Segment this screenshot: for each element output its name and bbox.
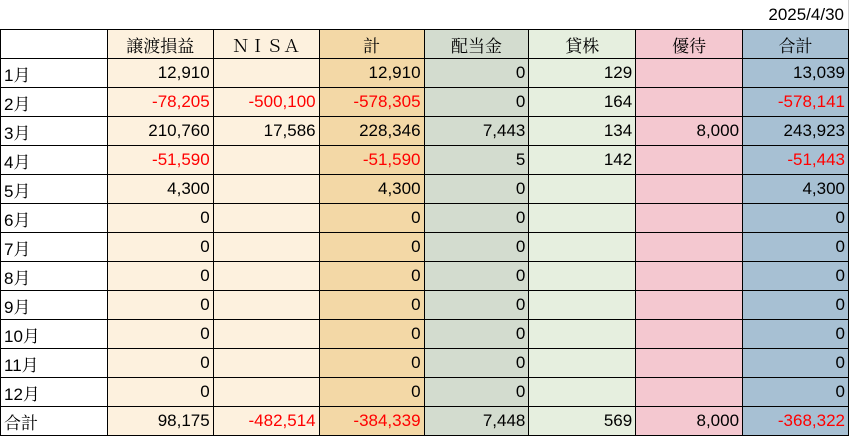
nisa-cell[interactable]	[213, 291, 319, 320]
kei-cell[interactable]: 228,346	[319, 117, 424, 146]
report-date[interactable]: 2025/4/30	[0, 0, 849, 29]
yutai-cell[interactable]	[636, 291, 743, 320]
gokei-cell[interactable]: 13,039	[743, 59, 849, 88]
haitoukin-cell[interactable]: 0	[424, 378, 529, 407]
haitoukin-cell[interactable]: 0	[424, 291, 529, 320]
row-label-cell[interactable]: 12月	[1, 378, 108, 407]
total-row	[1, 407, 849, 436]
yutai-cell[interactable]	[636, 146, 743, 175]
nisa-cell[interactable]	[213, 378, 319, 407]
nisa-cell[interactable]	[213, 320, 319, 349]
yutai-cell[interactable]	[636, 320, 743, 349]
kashikabu-cell[interactable]	[529, 204, 636, 233]
kashikabu-cell[interactable]	[529, 378, 636, 407]
gokei-cell[interactable]: 0	[743, 262, 849, 291]
header-nisa[interactable]: ＮＩＳＡ	[213, 30, 319, 59]
header-gokei[interactable]: 合計	[743, 30, 849, 59]
month-row	[1, 204, 849, 233]
nisa-cell[interactable]: 17,586	[213, 117, 319, 146]
gokei-cell[interactable]: 0	[743, 204, 849, 233]
header-kashikabu[interactable]: 貸株	[529, 30, 636, 59]
kei-cell[interactable]: 0	[319, 204, 424, 233]
nisa-cell[interactable]	[213, 262, 319, 291]
month-row	[1, 117, 849, 146]
month-row	[1, 262, 849, 291]
gokei-cell[interactable]: -368,322	[743, 407, 849, 436]
row-label-cell[interactable]: 4月	[1, 146, 108, 175]
yutai-cell[interactable]	[636, 59, 743, 88]
month-row	[1, 233, 849, 262]
gokei-cell[interactable]: 0	[743, 320, 849, 349]
kei-cell[interactable]: 0	[319, 349, 424, 378]
kashikabu-cell[interactable]: 569	[529, 407, 636, 436]
yutai-cell[interactable]	[636, 262, 743, 291]
kei-cell[interactable]: 4,300	[319, 175, 424, 204]
haitoukin-cell[interactable]: 0	[424, 320, 529, 349]
haitoukin-cell[interactable]: 0	[424, 233, 529, 262]
row-label-cell[interactable]: 7月	[1, 233, 108, 262]
nisa-cell[interactable]	[213, 233, 319, 262]
haitoukin-cell[interactable]: 7,448	[424, 407, 529, 436]
kei-cell[interactable]: -51,590	[319, 146, 424, 175]
nisa-cell[interactable]	[213, 349, 319, 378]
nisa-cell[interactable]: -500,100	[213, 88, 319, 117]
kashikabu-cell[interactable]	[529, 233, 636, 262]
joto-soneki-cell[interactable]: 0	[107, 204, 213, 233]
joto-soneki-cell[interactable]: 0	[107, 233, 213, 262]
kei-cell[interactable]: 12,910	[319, 59, 424, 88]
kei-cell[interactable]: 0	[319, 262, 424, 291]
kashikabu-cell[interactable]	[529, 262, 636, 291]
gokei-cell[interactable]: 0	[743, 349, 849, 378]
kashikabu-cell[interactable]	[529, 320, 636, 349]
haitoukin-cell[interactable]: 0	[424, 204, 529, 233]
header-row	[1, 30, 849, 59]
header-haitoukin[interactable]: 配当金	[424, 30, 529, 59]
joto-soneki-cell[interactable]: -78,205	[107, 88, 213, 117]
month-row	[1, 378, 849, 407]
kei-cell[interactable]: 0	[319, 233, 424, 262]
row-label-cell[interactable]: 6月	[1, 204, 108, 233]
haitoukin-cell[interactable]: 0	[424, 88, 529, 117]
yutai-cell[interactable]	[636, 175, 743, 204]
month-row	[1, 59, 849, 88]
header-yutai[interactable]: 優待	[636, 30, 743, 59]
nisa-cell[interactable]	[213, 204, 319, 233]
row-label-cell[interactable]: 5月	[1, 175, 108, 204]
row-label-cell[interactable]: 1月	[1, 59, 108, 88]
yutai-cell[interactable]	[636, 378, 743, 407]
row-label-cell[interactable]: 3月	[1, 117, 108, 146]
month-row	[1, 349, 849, 378]
kashikabu-cell[interactable]: 129	[529, 59, 636, 88]
month-row	[1, 146, 849, 175]
header-kei[interactable]: 計	[319, 30, 424, 59]
joto-soneki-cell[interactable]: 0	[107, 378, 213, 407]
joto-soneki-cell[interactable]: 12,910	[107, 59, 213, 88]
month-row	[1, 320, 849, 349]
yutai-cell[interactable]	[636, 204, 743, 233]
header-corner-cell[interactable]	[1, 30, 108, 59]
nisa-cell[interactable]: -482,514	[213, 407, 319, 436]
gokei-cell[interactable]: -51,443	[743, 146, 849, 175]
joto-soneki-cell[interactable]: 0	[107, 262, 213, 291]
haitoukin-cell[interactable]: 0	[424, 349, 529, 378]
haitoukin-cell[interactable]: 0	[424, 59, 529, 88]
kashikabu-cell[interactable]	[529, 349, 636, 378]
income-summary-table	[0, 29, 849, 436]
nisa-cell[interactable]	[213, 59, 319, 88]
joto-soneki-cell[interactable]: -51,590	[107, 146, 213, 175]
joto-soneki-cell[interactable]: 0	[107, 291, 213, 320]
month-row	[1, 291, 849, 320]
nisa-cell[interactable]	[213, 175, 319, 204]
kashikabu-cell[interactable]	[529, 175, 636, 204]
kei-cell[interactable]: -578,305	[319, 88, 424, 117]
row-label-cell[interactable]: 9月	[1, 291, 108, 320]
header-joto-soneki[interactable]: 譲渡損益	[107, 30, 213, 59]
month-row	[1, 88, 849, 117]
row-label-cell[interactable]: 合計	[1, 407, 108, 436]
row-label-cell[interactable]: 10月	[1, 320, 108, 349]
yutai-cell[interactable]: 8,000	[636, 117, 743, 146]
kashikabu-cell[interactable]: 164	[529, 88, 636, 117]
haitoukin-cell[interactable]: 7,443	[424, 117, 529, 146]
kei-cell[interactable]: 0	[319, 291, 424, 320]
kei-cell[interactable]: -384,339	[319, 407, 424, 436]
haitoukin-cell[interactable]: 0	[424, 262, 529, 291]
gokei-cell[interactable]: 0	[743, 233, 849, 262]
nisa-cell[interactable]	[213, 146, 319, 175]
yutai-cell[interactable]	[636, 233, 743, 262]
yutai-cell[interactable]: 8,000	[636, 407, 743, 436]
kei-cell[interactable]: 0	[319, 320, 424, 349]
haitoukin-cell[interactable]: 0	[424, 175, 529, 204]
row-label-cell[interactable]: 2月	[1, 88, 108, 117]
kashikabu-cell[interactable]: 142	[529, 146, 636, 175]
joto-soneki-cell[interactable]: 0	[107, 349, 213, 378]
gokei-cell[interactable]: 0	[743, 291, 849, 320]
row-label-cell[interactable]: 11月	[1, 349, 108, 378]
joto-soneki-cell[interactable]: 0	[107, 320, 213, 349]
row-label-cell[interactable]: 8月	[1, 262, 108, 291]
kashikabu-cell[interactable]	[529, 291, 636, 320]
table-body	[1, 59, 849, 436]
gokei-cell[interactable]: 0	[743, 378, 849, 407]
gokei-cell[interactable]: 4,300	[743, 175, 849, 204]
gokei-cell[interactable]: -578,141	[743, 88, 849, 117]
gokei-cell[interactable]: 243,923	[743, 117, 849, 146]
kei-cell[interactable]: 0	[319, 378, 424, 407]
joto-soneki-cell[interactable]: 98,175	[107, 407, 213, 436]
haitoukin-cell[interactable]: 5	[424, 146, 529, 175]
joto-soneki-cell[interactable]: 210,760	[107, 117, 213, 146]
yutai-cell[interactable]	[636, 88, 743, 117]
yutai-cell[interactable]	[636, 349, 743, 378]
joto-soneki-cell[interactable]: 4,300	[107, 175, 213, 204]
kashikabu-cell[interactable]: 134	[529, 117, 636, 146]
month-row	[1, 175, 849, 204]
